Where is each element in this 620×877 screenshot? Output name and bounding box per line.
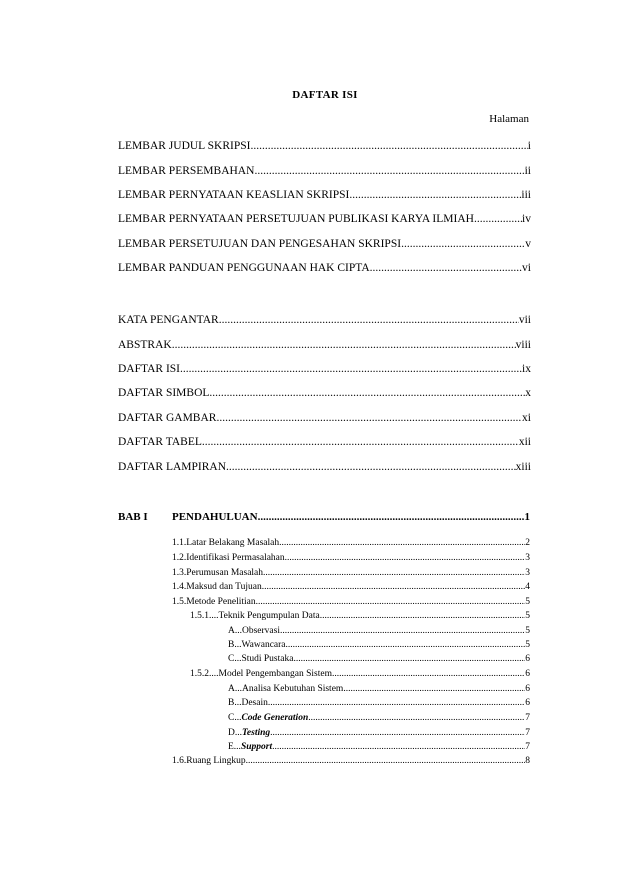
toc-subsection: 1.5.1....Teknik Pengumpulan Data ..... 5 bbox=[190, 610, 530, 622]
toc-section: 1.5.Metode Penelitian ..... 5 bbox=[172, 596, 530, 608]
toc-subitem: C...Studi Pustaka ..... 6 bbox=[228, 653, 530, 665]
toc-subitem: A...Observasi ..... 5 bbox=[228, 625, 530, 637]
toc-entry: KATA PENGANTAR ..... vii bbox=[118, 313, 531, 327]
toc-subitem: C...Code Generation ..... 7 bbox=[228, 712, 530, 724]
toc-entry: DAFTAR ISI ..... ix bbox=[118, 362, 531, 376]
toc-entry: LEMBAR PERNYATAAN PERSETUJUAN PUBLIKASI KARYA ILMIAH ..... iv bbox=[118, 212, 531, 226]
toc-section: 1.2.Identifikasi Permasalahan ..... 3 bbox=[172, 552, 530, 564]
toc-subitem: A...Analisa Kebutuhan Sistem ..... 6 bbox=[228, 683, 530, 695]
toc-entry: LEMBAR PERSETUJUAN DAN PENGESAHAN SKRIPSI ..... v bbox=[118, 237, 531, 251]
toc-entry: DAFTAR GAMBAR ..... xi bbox=[118, 411, 531, 425]
toc-entry: DAFTAR SIMBOL ..... x bbox=[118, 386, 531, 400]
document-title: DAFTAR ISI bbox=[292, 89, 358, 101]
chapter-entry: PENDAHULUAN ..... 1 bbox=[172, 510, 530, 524]
toc-subitem: B...Wawancara ..... 5 bbox=[228, 639, 530, 651]
toc-entry: DAFTAR TABEL ..... xii bbox=[118, 435, 531, 449]
toc-subitem: D...Testing ..... 7 bbox=[228, 727, 530, 739]
toc-section: 1.6.Ruang Lingkup ..... 8 bbox=[172, 755, 530, 767]
toc-subsection: 1.5.2....Model Pengembangan Sistem ..... 6 bbox=[190, 668, 530, 680]
toc-entry: LEMBAR PERNYATAAN KEASLIAN SKRIPSI ..... iii bbox=[118, 188, 531, 202]
page-column-label: Halaman bbox=[489, 113, 529, 125]
toc-entry: ABSTRAK ..... viii bbox=[118, 338, 531, 352]
toc-entry: DAFTAR LAMPIRAN ..... xiii bbox=[118, 460, 531, 474]
toc-section: 1.1.Latar Belakang Masalah ..... 2 bbox=[172, 537, 530, 549]
toc-entry: LEMBAR PANDUAN PENGGUNAAN HAK CIPTA ..... vi bbox=[118, 261, 531, 275]
toc-section: 1.4.Maksud dan Tujuan ..... 4 bbox=[172, 581, 530, 593]
toc-subitem: B...Desain ..... 6 bbox=[228, 697, 530, 709]
toc-entry: LEMBAR PERSEMBAHAN ..... ii bbox=[118, 164, 531, 178]
chapter-number: BAB I bbox=[118, 511, 148, 523]
toc-subitem: E...Support ..... 7 bbox=[228, 741, 530, 753]
toc-entry: LEMBAR JUDUL SKRIPSI ..... i bbox=[118, 139, 531, 153]
toc-section: 1.3.Perumusan Masalah ..... 3 bbox=[172, 567, 530, 579]
